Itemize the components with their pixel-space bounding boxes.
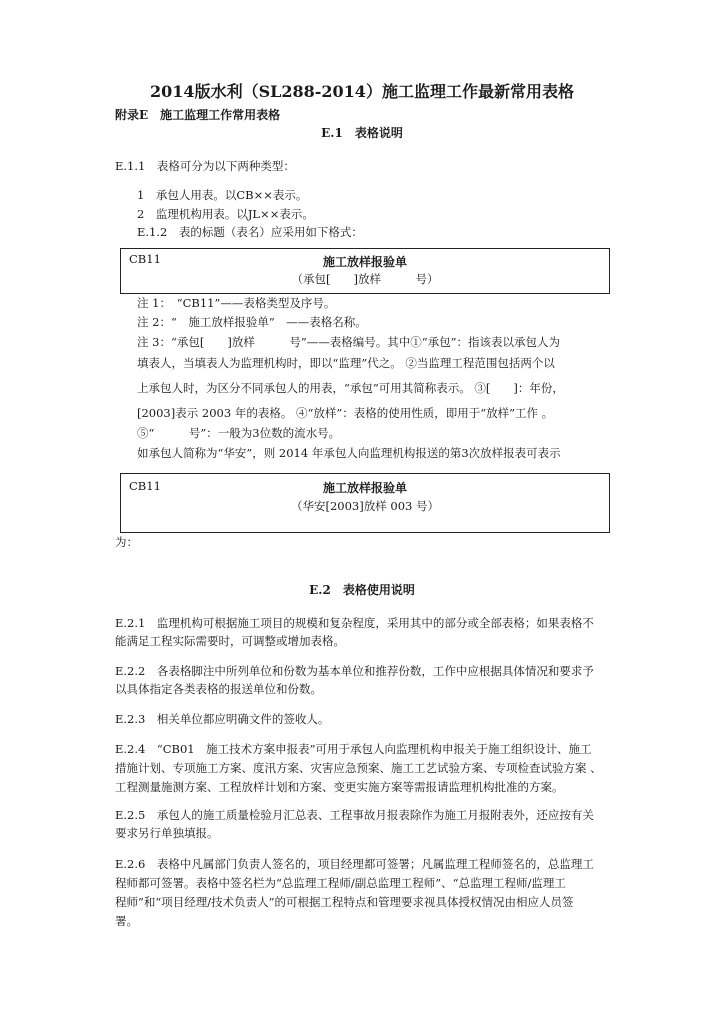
box2-subtitle: （华安[2003]放样 003 号） [291, 499, 439, 513]
note-3-line-2: 填表人，当填表人为监理机构时，即以“监理”代之。 ②当监理工程范围包括两个以 [137, 356, 555, 370]
e2-4-line-3: 工程测量施测方案、工程放样计划和方案、变更实施方案等需报请监理机构批准的方案。 [115, 780, 564, 794]
note-1: 注 1： “CB11”——表格类型及序号。 [137, 296, 336, 310]
e2-4-line-2: 措施计划、专项施工方案、度汛方案、灾害应急预案、施工工艺试验方案、专项检查试验方案 、 [115, 761, 602, 775]
wei-text: 为： [115, 535, 138, 549]
note-3-line-5: ⑤“ 号”：一般为3位数的流水号。 [137, 426, 341, 440]
e1-line-4: E.1.2 表的标题（表名）应采用如下格式： [137, 225, 363, 239]
e1-line-3: 2 监理机构用表。以JL××表示。 [137, 207, 314, 221]
e2-6-line-2: 程师都可签署。表格中签名栏为“总监理工程师/副总监理工程师”、“总监理工程师/监理工 [115, 876, 566, 890]
e2-2-line-2: 以具体指定各类表格的报送单位和份数。 [115, 682, 322, 696]
box1-subtitle: （承包[ ]放样 号） [291, 272, 439, 286]
note-2: 注 2：“ 施工放样报验单” ——表格名称。 [137, 315, 367, 329]
e2-2-line-1: E.2.2 各表格脚注中所列单位和份数为基本单位和推荐份数，工作中应根据具体情况和要求予 [115, 664, 594, 678]
e1-line-1: E.1.1 表格可分为以下两种类型： [115, 159, 295, 173]
e2-3-line: E.2.3 相关单位都应明确文件的签收人。 [115, 712, 330, 726]
note-3-line-3: 上承包人时，为区分不同承包人的用表，“承包”可用其简称表示。 ③[ ]：年份， [137, 381, 564, 395]
e2-1-line-1: E.2.1 监理机构可根据施工项目的规模和复杂程度，采用其中的部分或全部表格；如果表格不 [115, 616, 594, 630]
example-table-header-box-2 [120, 473, 610, 533]
note-3-line-6: 如承包人简称为“华安”，则 2014 年承包人向监理机构报送的第3次放样报表可表示 [137, 446, 561, 460]
e2-4-line-1: E.2.4 “CB01 施工技术方案申报表”可用于承包人向监理机构申报关于施工组织设计、施工 [115, 742, 592, 756]
e2-5-line-1: E.2.5 承包人的施工质量检验月汇总表、工程事故月报表除作为施工月报附表外，还应按有关 [115, 808, 594, 822]
document-title: 2014版水利（SL288-2014）施工监理工作最新常用表格 [150, 82, 574, 101]
e1-line-2: 1 承包人用表。以CB××表示。 [137, 188, 308, 202]
e2-6-line-1: E.2.6 表格中凡属部门负责人签名的，项目经理都可签署；凡属监理工程师签名的，总监理工 [115, 857, 594, 871]
section-e1-heading: E.1 表格说明 [321, 126, 403, 140]
e2-1-line-2: 能满足工程实际需要时，可调整或增加表格。 [115, 634, 345, 648]
example-table-header-box-1 [120, 248, 610, 294]
box1-code: CB11 [129, 252, 161, 266]
note-3-line-1: 注 3：“承包[ ]放样 号”——表格编号。其中①“承包”：指该表以承包人为 [137, 335, 560, 349]
note-3-line-4: [2003]表示 2003 年的表格。 ④“放样”：表格的使用性质，即用于“放样”工作 。 [137, 406, 554, 420]
box2-title: 施工放样报验单 [322, 481, 407, 495]
e2-6-line-4: 署。 [115, 914, 138, 928]
appendix-heading: 附录E 施工监理工作常用表格 [115, 108, 281, 122]
e2-5-line-2: 要求另行单独填报。 [115, 826, 219, 840]
e2-6-line-3: 程师”和“项目经理/技术负责人”的可根据工程特点和管理要求视具体授权情况由相应人员签 [115, 895, 574, 909]
section-e2-heading: E.2 表格使用说明 [309, 583, 415, 597]
box2-code: CB11 [129, 479, 161, 493]
box1-title: 施工放样报验单 [322, 255, 407, 269]
